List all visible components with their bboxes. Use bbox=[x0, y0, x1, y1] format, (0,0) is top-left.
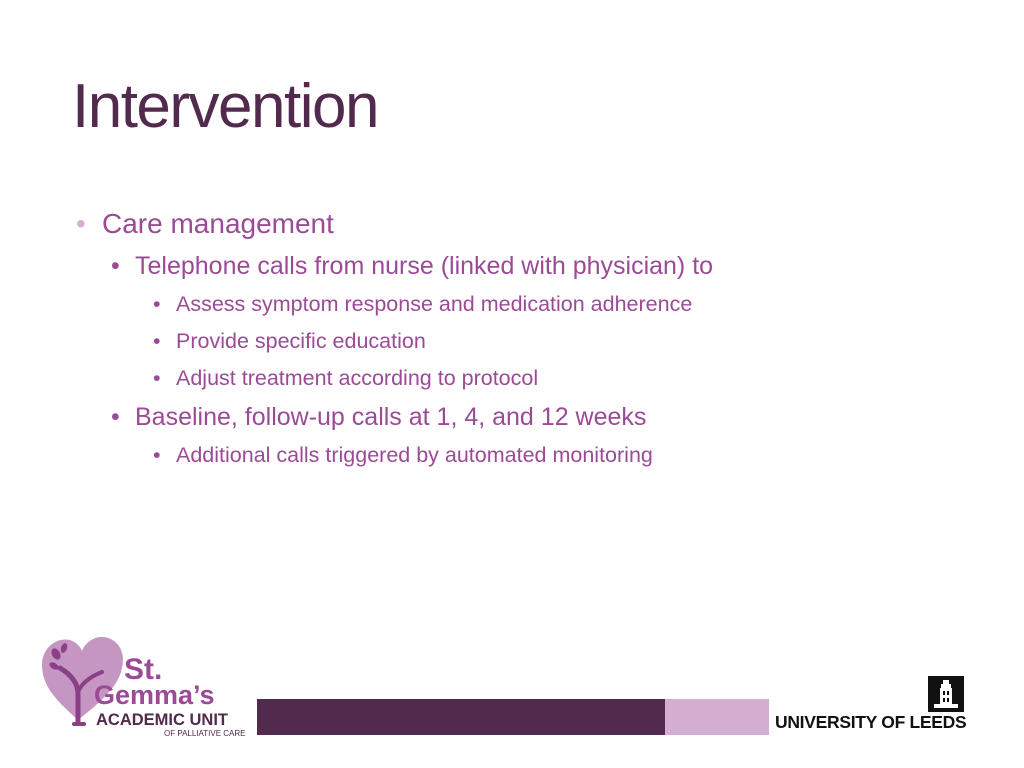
footer-bar-light bbox=[665, 699, 769, 735]
bullet-text: Care management bbox=[102, 208, 334, 239]
bullet-text: Additional calls triggered by automated monitoring bbox=[176, 443, 653, 467]
bullet-dot: • bbox=[111, 403, 120, 431]
slide-title: Intervention bbox=[72, 72, 378, 141]
bullet-text: Telephone calls from nurse (linked with physician) to bbox=[135, 252, 714, 280]
logo-line-2: Gemma’s bbox=[94, 680, 215, 710]
bullet-text: Provide specific education bbox=[176, 329, 426, 353]
university-of-leeds-text: UNIVERSITY OF LEEDS bbox=[775, 712, 967, 732]
footer-bar-dark bbox=[257, 699, 665, 735]
st-gemmas-logo bbox=[38, 632, 252, 740]
bullet-dot: • bbox=[153, 366, 161, 390]
logo-line-4: OF PALLIATIVE CARE bbox=[164, 729, 246, 738]
bullet-text: Adjust treatment according to protocol bbox=[176, 366, 539, 390]
bullet-dot: • bbox=[153, 292, 161, 316]
logo-line-1: St. bbox=[124, 653, 163, 686]
bullet-dot: • bbox=[76, 208, 86, 239]
bullet-dot: • bbox=[153, 329, 161, 353]
bullet-dot: • bbox=[111, 252, 120, 280]
bullet-text: Baseline, follow-up calls at 1, 4, and 12 weeks bbox=[135, 403, 647, 431]
parkinson-tower-icon bbox=[928, 676, 964, 712]
logo-line-3: ACADEMIC UNIT bbox=[96, 711, 228, 729]
bullet-text: Assess symptom response and medication adherence bbox=[176, 292, 693, 316]
bullet-dot: • bbox=[153, 443, 161, 467]
